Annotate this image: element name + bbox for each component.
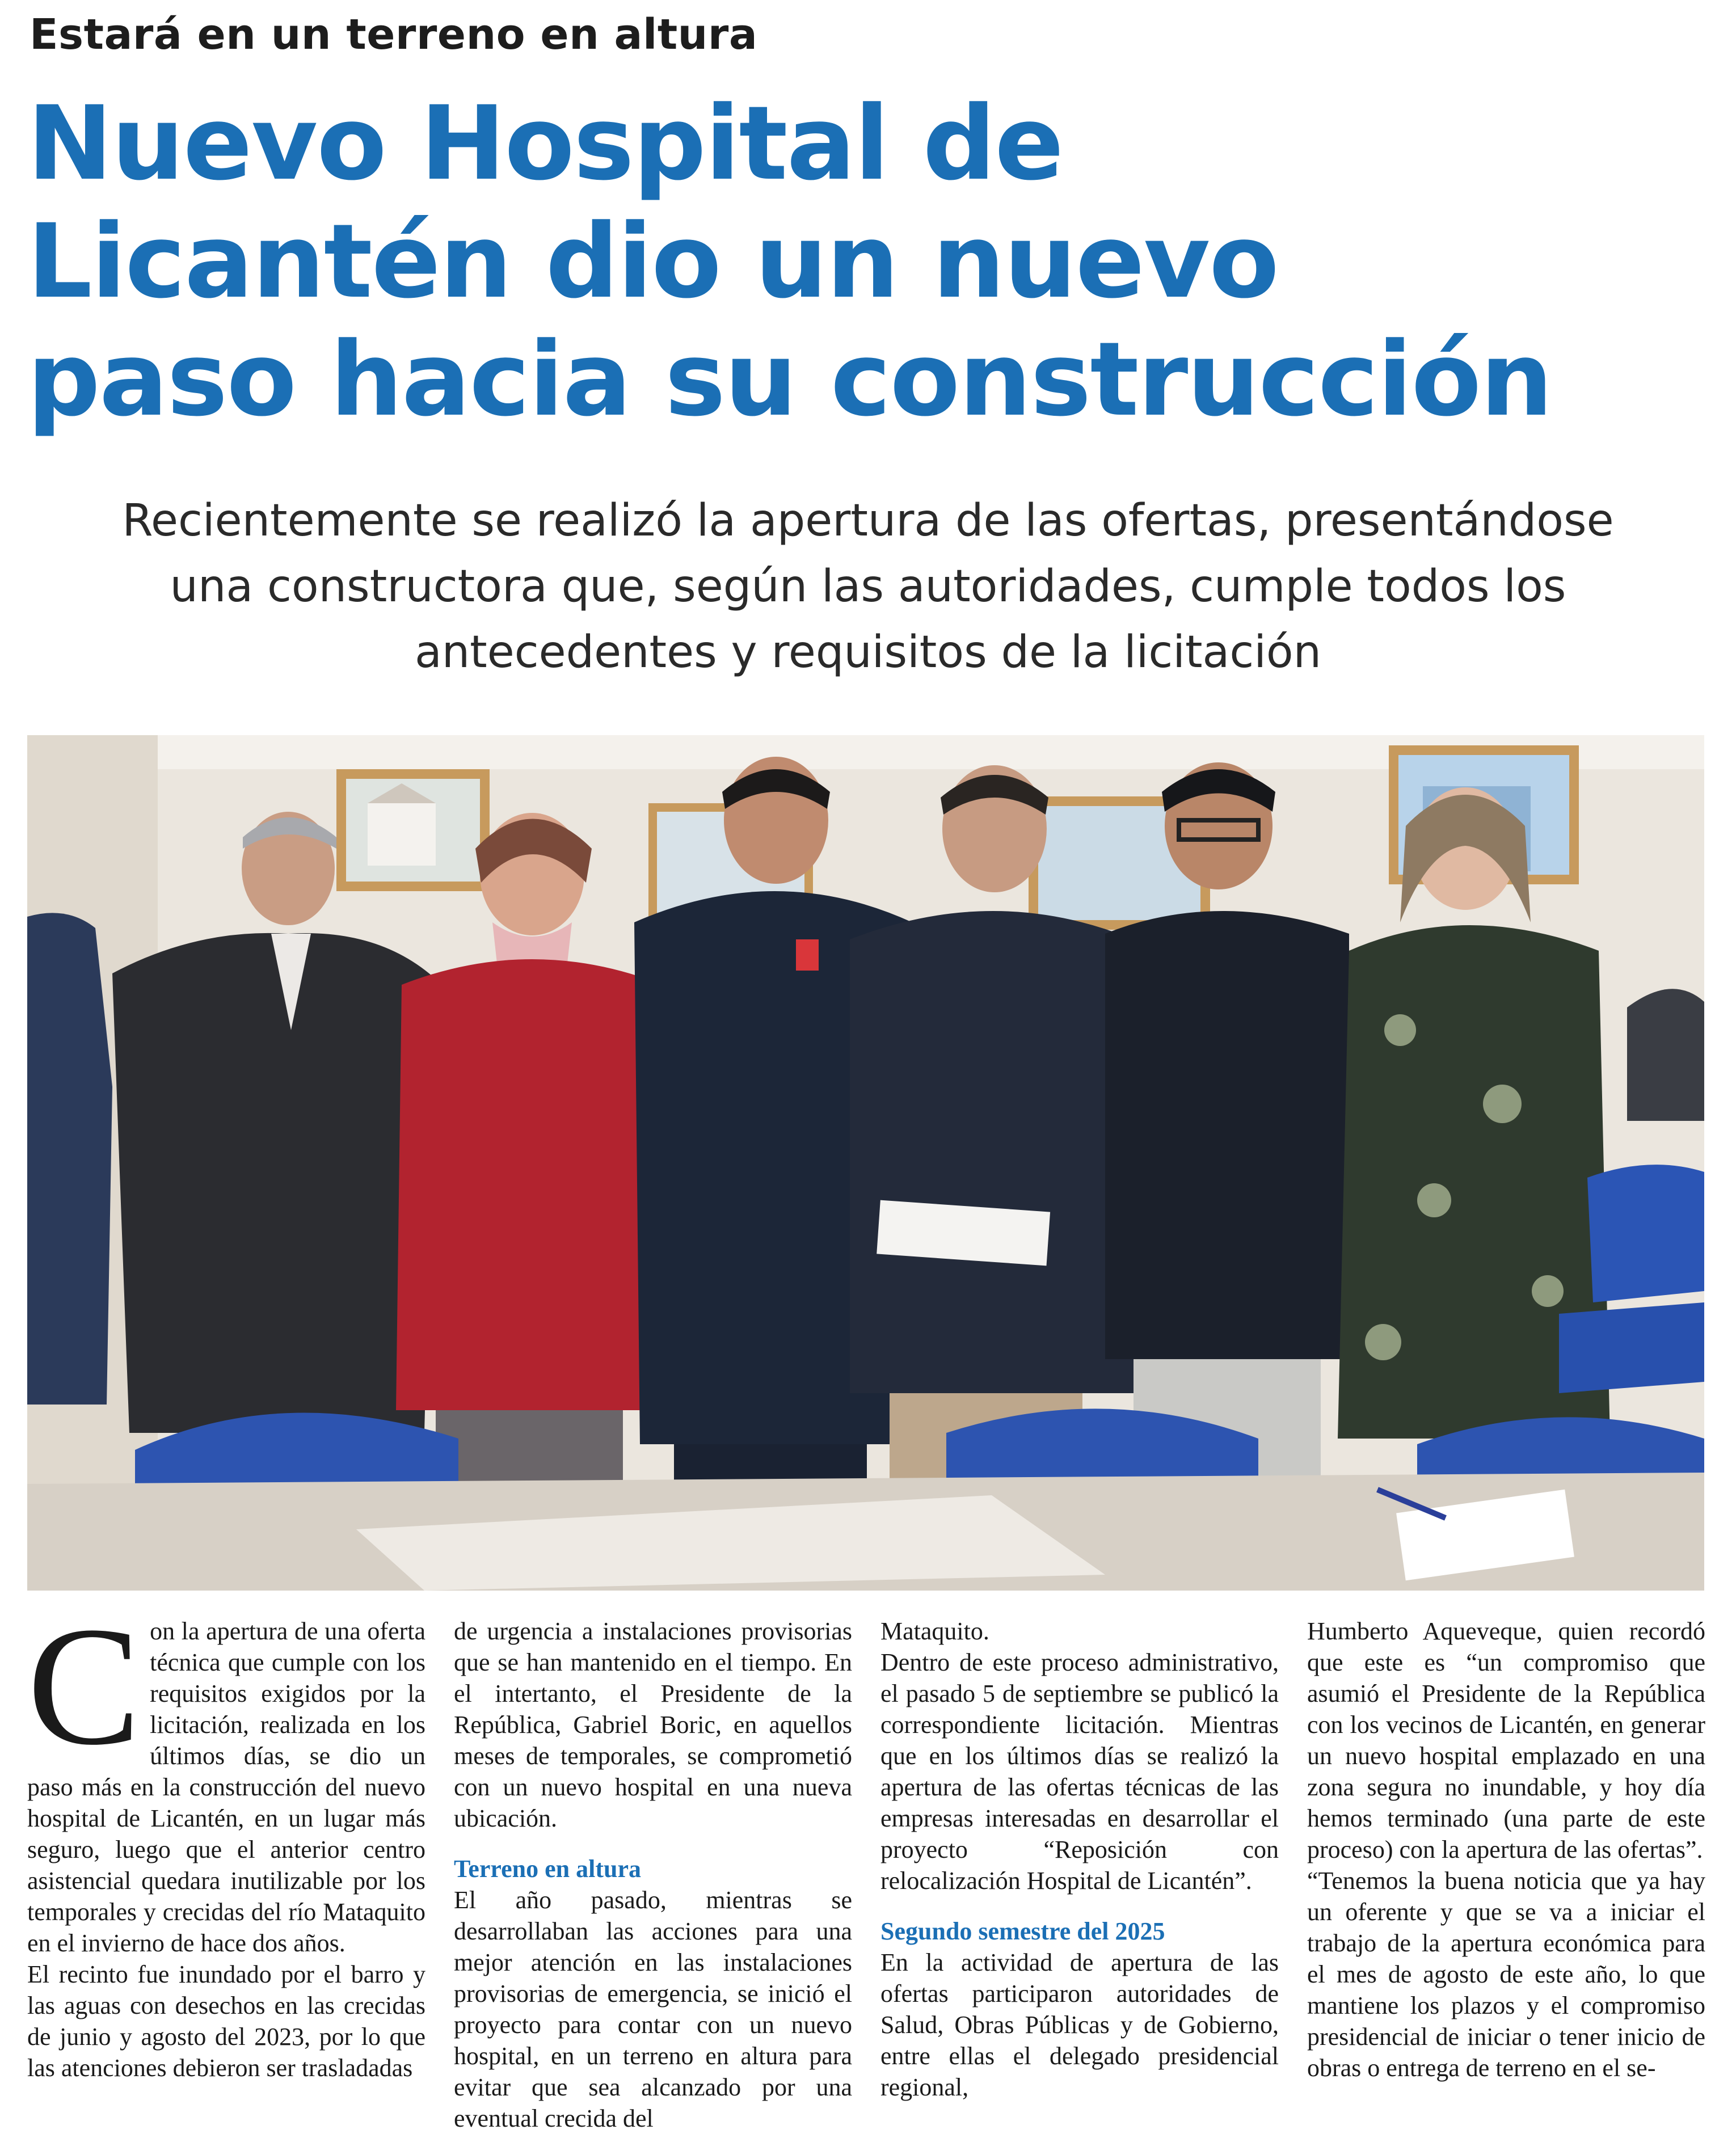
headline-line-3: paso hacia su construcción — [27, 320, 1552, 439]
subtitle-line-1: Recientemente se realizó la apertura de las ofertas, presentándose — [122, 495, 1614, 546]
paragraph: Dentro de este proceso administrativo, el pasado 5 de septiembre se publicó la correspondiente licitación. Mientras que en los últimos días se realizó la apertura de las ofertas técnicas de las empresas interesadas en desarrollar el proyecto “Reposición con relocalización Hospital de Licantén”. — [880, 1648, 1279, 1895]
paragraph: El año pasado, mientras se desarrollaban las acciones para una mejor atención en las instalaciones provisorias de emergencia, se inició el proyecto para contar con un nuevo hospital, en un terreno en altura para evitar que sea alcanzado por una eventual crecida del — [454, 1886, 852, 2132]
paragraph: Humberto Aqueveque, quien recordó que este es “un compromiso que asumió el Presidente de la República con los vecinos de Licantén, en generar un nuevo hospital emplazado en una zona segura no inundable, y hoy día hemos terminado (una parte de este proceso) con la apertura de las ofertas”. — [1307, 1617, 1705, 1863]
subtitle-line-3: antecedentes y requisitos de la licitación — [414, 627, 1322, 678]
article-body — [27, 1592, 1706, 2132]
headline — [27, 85, 1706, 439]
paragraph: on la apertura de una oferta técnica que cumple con los requisitos exigidos por la licitación, realizada en los últimos días, se dio un paso más en la construcción del nuevo hospital de Licantén, en un lugar más seguro, luego que el anterior centro asistencial quedara inutilizable por los temporales y crecidas del río Mataquito en el invierno de hace dos años. — [27, 1617, 425, 1957]
paragraph: El recinto fue inundado por el barro y las aguas con desechos en las crecidas de junio y agosto del 2023, por lo que las atenciones debieron ser trasladadas — [27, 1960, 425, 2082]
wall-frame-1 — [336, 769, 490, 891]
section-subhead: Segundo semestre del 2025 — [880, 1917, 1165, 1945]
headline-line-2: Licantén dio un nuevo — [27, 203, 1278, 321]
article-column-1 — [27, 1592, 425, 2084]
paragraph: de urgencia a instalaciones provisorias que se han mantenido en el tiempo. En el intertanto, el Presidente de la República, Gabriel Boric, en aquellos meses de temporales, se comprometió con un nuevo hospital en una nueva ubicación. — [454, 1617, 852, 1832]
headline-line-1: Nuevo Hospital de — [27, 85, 1063, 203]
section-subhead: Terreno en altura — [454, 1855, 641, 1883]
subtitle — [57, 488, 1679, 685]
drop-cap: C — [27, 1592, 141, 1780]
article-column-2 — [454, 1616, 852, 2134]
paragraph: Mataquito. — [880, 1617, 989, 1645]
article-column-3 — [880, 1616, 1279, 2103]
article-column-4 — [1307, 1616, 1705, 2084]
kicker: Estará en un terreno en altura — [30, 10, 758, 59]
paragraph: “Tenemos la buena noticia que ya hay un oferente y que se va a iniciar el trabajo de la apertura económica para el mes de agosto de este año, lo que mantiene los plazos y el compromiso presidencial de iniciar o tener inicio de obras o entrega de terreno en el se- — [1307, 1867, 1705, 2082]
group-photo-illustration — [27, 735, 1704, 1591]
subtitle-line-2: una constructora que, según las autoridades, cumple todos los — [170, 561, 1566, 612]
paragraph: En la actividad de apertura de las ofertas participaron autoridades de Salud, Obras Públicas y de Gobierno, entre ellas el delegado presidencial regional, — [880, 1949, 1279, 2101]
group-photo — [27, 735, 1704, 1591]
